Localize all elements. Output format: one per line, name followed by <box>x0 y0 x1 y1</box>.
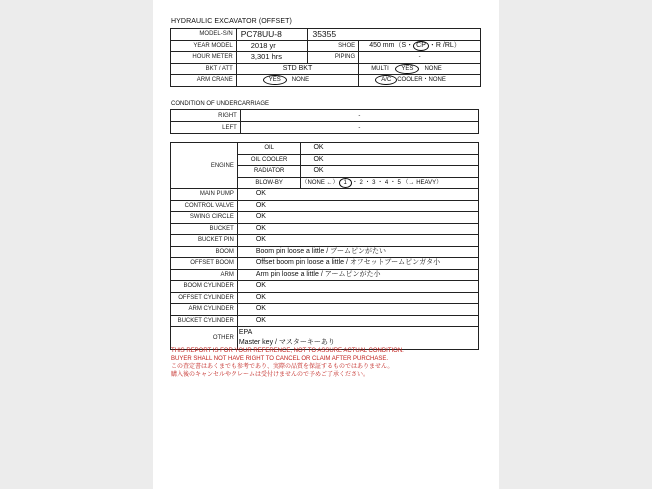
report-title: HYDRAULIC EXCAVATOR (OFFSET) <box>171 18 292 25</box>
ac-cell <box>359 75 481 87</box>
crane-label: ARM CRANE <box>171 75 237 87</box>
piping-value: - <box>359 52 481 64</box>
inspection-item-label: BUCKET <box>171 223 238 235</box>
crane-none: NONE <box>291 77 310 84</box>
other-label: OTHER <box>171 327 238 350</box>
inspection-row <box>171 281 479 293</box>
inspection-item-label: ARM CYLINDER <box>171 304 238 316</box>
bkt-value: STD BKT <box>236 63 358 75</box>
piping-label: PIPING <box>308 52 359 64</box>
left-label: LEFT <box>171 122 241 134</box>
inspection-item-value: OK <box>237 304 478 316</box>
disclaimer-line-2: BUYER SHALL NOT HAVE RIGHT TO CANCEL OR CLAIM AFTER PURCHASE. <box>171 356 389 362</box>
left-value: - <box>240 122 478 134</box>
bkt-label: BKT / ATT <box>171 63 237 75</box>
inspection-item-label: BUCKET CYLINDER <box>171 315 238 327</box>
shoe-value-suffix: ・R /RL） <box>428 41 461 49</box>
blowby-value <box>301 177 479 189</box>
radiator-label: RADIATOR <box>237 166 301 178</box>
engine-label: ENGINE <box>171 143 238 189</box>
model-value: PC78UU-8 <box>236 29 308 41</box>
undercarriage-table <box>170 109 479 134</box>
inspection-row <box>171 292 479 304</box>
inspection-item-value: Boom pin loose a little / ブームピンがたい <box>237 246 478 258</box>
inspection-row <box>171 200 479 212</box>
blowby-suffix: ・ 2 ・ 3 ・ 4 ・ 5 （→ HEAVY） <box>351 179 443 186</box>
inspection-item-value: Arm pin loose a little / アームピンがた小 <box>237 269 478 281</box>
disclaimer <box>171 347 404 379</box>
multi-cell <box>359 63 481 75</box>
inspection-item-value: OK <box>237 315 478 327</box>
undercarriage-heading: CONDITION OF UNDERCARRIAGE <box>171 101 270 107</box>
crane-cell <box>236 75 358 87</box>
inspection-item-label: SWING CIRCLE <box>171 212 238 224</box>
inspection-row <box>171 246 479 258</box>
multi-none: NONE <box>424 65 442 72</box>
other-line-2: Master key / マスターキーあり <box>238 339 335 346</box>
inspection-item-value: OK <box>237 189 478 201</box>
oil-value: OK <box>301 143 479 155</box>
inspection-table <box>170 142 479 350</box>
machine-info-table <box>170 28 481 87</box>
crane-yes-circle: YES <box>263 75 287 85</box>
inspection-row <box>171 315 479 327</box>
inspection-item-label: BOOM <box>171 246 238 258</box>
hour-label: HOUR METER <box>171 52 237 64</box>
multi-label: MULTI <box>371 65 389 72</box>
inspection-item-value: OK <box>237 235 478 247</box>
oil-label: OIL <box>237 143 301 155</box>
inspection-row <box>171 269 479 281</box>
radiator-value: OK <box>301 166 479 178</box>
disclaimer-line-1: THIS REPORT IS FOR YOUR REFERENCE, NOT TO ASSURE ACTUAL CONDITION. <box>171 348 404 354</box>
multi-yes-circle: YES <box>395 64 419 74</box>
inspection-row <box>171 189 479 201</box>
serial-value: 35355 <box>308 29 481 41</box>
inspection-item-label: BOOM CYLINDER <box>171 281 238 293</box>
inspection-item-value: OK <box>237 212 478 224</box>
inspection-row <box>171 258 479 270</box>
inspection-item-label: OFFSET BOOM <box>171 258 238 270</box>
ac-rest: COOLER・NONE <box>397 77 446 84</box>
inspection-item-value: OK <box>237 292 478 304</box>
oil-cooler-value: OK <box>301 154 479 166</box>
inspection-row <box>171 235 479 247</box>
blowby-prefix: （NONE ←） <box>301 179 339 186</box>
disclaimer-line-4: 購入後のキャンセルやクレームは受付けませんので予めご了承ください。 <box>171 372 370 378</box>
shoe-label: SHOE <box>308 40 359 52</box>
inspection-item-label: MAIN PUMP <box>171 189 238 201</box>
blowby-selected-circle: 1 <box>339 178 352 188</box>
right-value: - <box>240 110 478 122</box>
model-label: MODEL-S/N <box>171 29 237 41</box>
inspection-item-value: OK <box>237 200 478 212</box>
oil-cooler-label: OIL COOLER <box>237 154 301 166</box>
disclaimer-line-3: この査定書はあくまでも参考であり、実際の品質を保証するものではありません。 <box>171 364 394 370</box>
inspection-item-label: ARM <box>171 269 238 281</box>
blowby-label: BLOW-BY <box>237 177 301 189</box>
shoe-value <box>359 40 481 52</box>
inspection-row <box>171 212 479 224</box>
inspection-report-sheet <box>153 0 499 489</box>
shoe-selected-circle: CP <box>413 41 429 51</box>
inspection-item-value: Offset boom pin loose a little / オフセットブームピンガタ小 <box>237 258 478 270</box>
inspection-row <box>171 304 479 316</box>
ac-selected-circle: A/C <box>375 75 397 85</box>
year-value: 2018 yr <box>236 40 308 52</box>
shoe-value-prefix: 450 mm（S・ <box>369 41 414 49</box>
inspection-item-value: OK <box>237 223 478 235</box>
inspection-item-value: OK <box>237 281 478 293</box>
year-label: YEAR MODEL <box>171 40 237 52</box>
inspection-item-label: CONTROL VALVE <box>171 200 238 212</box>
right-label: RIGHT <box>171 110 241 122</box>
inspection-item-label: OFFSET CYLINDER <box>171 292 238 304</box>
hour-value: 3,301 hrs <box>236 52 308 64</box>
inspection-row <box>171 223 479 235</box>
other-line-1: EPA <box>238 329 253 336</box>
inspection-item-label: BUCKET PIN <box>171 235 238 247</box>
